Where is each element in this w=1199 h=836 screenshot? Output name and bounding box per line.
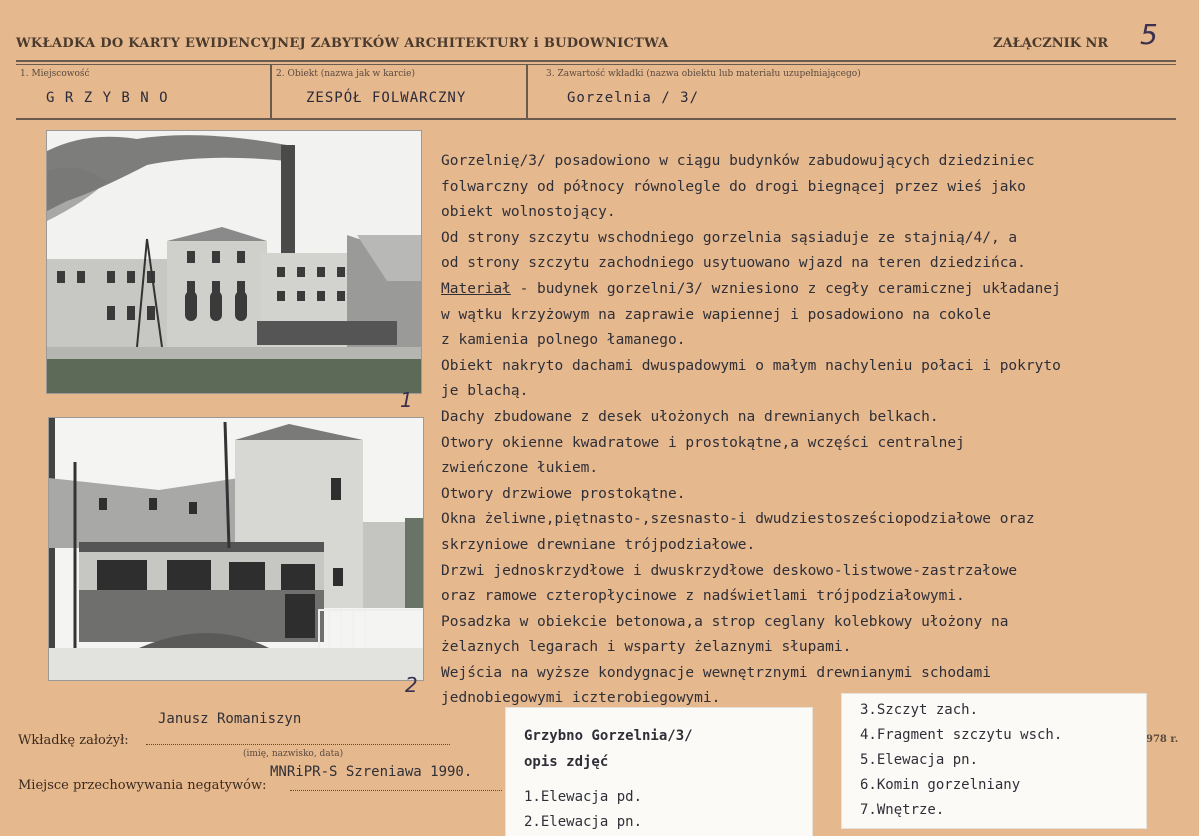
- object-value: ZESPÓŁ FOLWARCZNY: [306, 90, 467, 106]
- card1-item-1: 1.Elewacja pd.: [524, 789, 643, 805]
- header-rule-top: [16, 60, 1176, 62]
- card2-item-4: 4.Fragment szczytu wsch.: [860, 727, 1063, 743]
- content-label: 3. Zawartość wkładki (nazwa obiektu lub materiału uzupełniającego): [546, 69, 861, 79]
- annex-number: 5: [1140, 18, 1158, 51]
- photo-description-card-1: [506, 708, 812, 836]
- photo-description-card-2: [842, 694, 1146, 828]
- photo1-number: 1: [400, 388, 413, 412]
- material-intro: - budynek gorzelni/3/ wzniesiono z cegły ceramicznej układanej: [510, 280, 1061, 297]
- storage-label: Miejsce przechowywania negatywów:: [18, 778, 267, 793]
- photo-distillery-north: [48, 417, 424, 681]
- paragraph-location: Gorzelnię/3/ posadowiono w ciągu budynków zabudowujących dziedziniec folwarczny od północy równolegle do drogi biegnącej przez wieś jako obiekt wolnostojący. Od strony szczytu wschodniego gorzelnia sąsiaduje ze stajnią/4/, a od strony szczytu zachodniego usytuowano wjazd na teren dziedzińca.: [441, 153, 1035, 272]
- form-title: WKŁADKA DO KARTY EWIDENCYJNEJ ZABYTKÓW ARCHITEKTURY i BUDOWNICTWA: [16, 36, 669, 51]
- card1-subtitle: opis zdjęć: [524, 754, 609, 770]
- card2-item-3: 3.Szczyt zach.: [860, 702, 979, 718]
- paragraph-construction: w wątku krzyżowym na zaprawie wapiennej i posadowiono na cokole z kamienia polnego łamanego. Obiekt nakryto dachami dwuspadowymi o małym nachyleniu połaci i pokryto je blachą. Dachy zbudowane z desek ułożonych na drewnianych belkach. Otwory okienne kwadratowe i prostokątne,a wczęści centralnej zwieńczone łukiem. Otwory drzwiowe prostokątne. Okna żeliwne,piętnasto-,szesnasto-i dwudziestosześciopodziałowe oraz skrzyniowe drewniane trójpodziałowe. Drzwi jednoskrzydłowe i dwuskrzydłowe deskowo-listwowe-zastrzałowe oraz ramowe czteropłycinowe z nadświetlami trójpodziałowymi. Posadzka w obiekcie betonowa,a strop ceglany kolebkowy ułożony na żelaznych legarach i wsparty żelaznymi słupami. Wejścia na wyższe kondygnacje wewnętrznymi drewnianymi schodami jednobiegowymi iczterobiegowymi.: [441, 306, 1061, 707]
- locality-value: G R Z Y B N O: [46, 90, 169, 106]
- author-label: Wkładkę założył:: [18, 733, 129, 748]
- card2-item-5: 5.Elewacja pn.: [860, 752, 979, 768]
- author-name: Janusz Romaniszyn: [158, 711, 302, 727]
- material-heading: Materiał: [441, 280, 511, 297]
- header-rule-bottom: [16, 118, 1176, 120]
- card1-item-2: 2.Elewacja pn.: [524, 814, 643, 830]
- storage-dotted-line: [290, 790, 502, 791]
- card2-item-7: 7.Wnętrze.: [860, 802, 945, 818]
- locality-label: 1. Miejscowość: [20, 69, 90, 79]
- card1-title: Grzybno Gorzelnia/3/: [524, 728, 693, 744]
- card2-item-6: 6.Komin gorzelniany: [860, 777, 1021, 793]
- photo2-number: 2: [405, 673, 418, 697]
- year-fragment: 978 r.: [1146, 734, 1179, 745]
- photo-distillery-south: [46, 130, 422, 394]
- object-label: 2. Obiekt (nazwa jak w karcie): [276, 69, 415, 79]
- field-divider-2: [526, 64, 528, 118]
- author-hint: (imię, nazwisko, data): [243, 749, 344, 759]
- author-dotted-line: [146, 744, 450, 745]
- field-divider-1: [270, 64, 272, 118]
- annex-label: ZAŁĄCZNIK NR: [993, 36, 1109, 51]
- header-rule-top-thin: [16, 64, 1176, 65]
- storage-value: MNRiPR-S Szreniawa 1990.: [270, 764, 473, 780]
- content-value: Gorzelnia / 3/: [567, 90, 700, 106]
- description-text: [441, 149, 1181, 712]
